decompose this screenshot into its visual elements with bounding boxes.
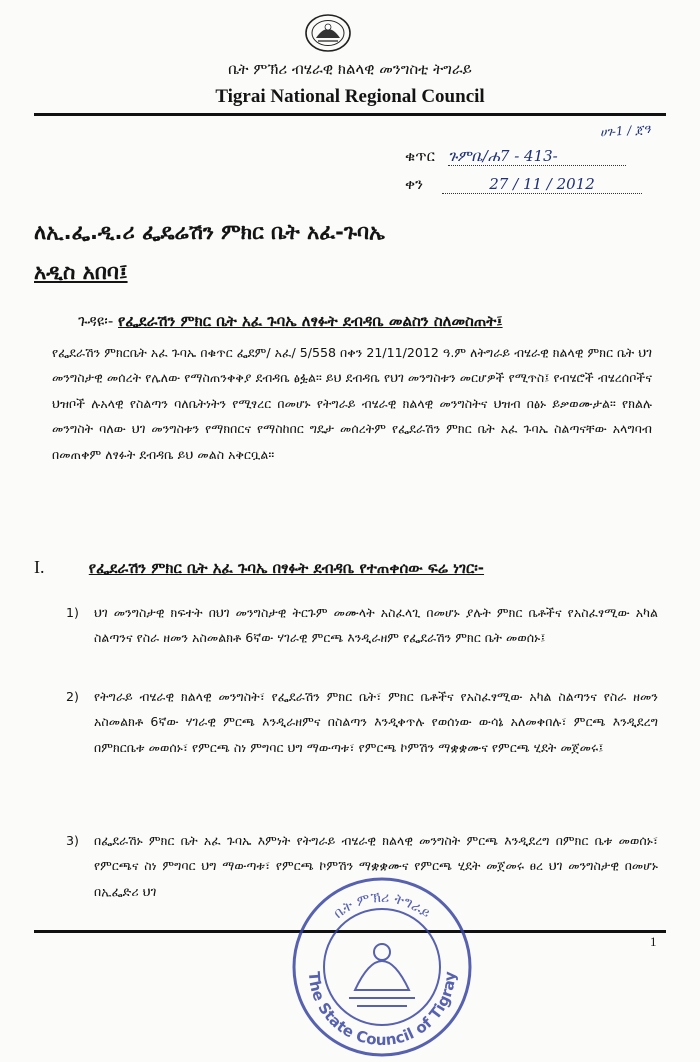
- list-item-text: የትግራይ ብሄራዊ ክልላዊ መንግስት፣ የፌደራሽን ምክር ቤት፣ ምክር ቤቶችና የአስፈፃሚው አካል ስልጣንና የስራ ዘመን አስመልክቶ 6ኛው ሃገራዊ ምርጫ እንዲራዘምና በስልጣን እንዲቀጥሉ የወሰነው ውሳኔ አለመቀበሉ፣ ምርጫ እንዲደረግ በምክርቤቱ መወሰኑ፣ የምርጫ ስነ ምግባር ህግ ማውጣቱ፣ የምርጫ ኮምሽን ማቋቋሙና የምርጫ ሂደት መጀመሩ፤: [94, 689, 658, 755]
- svg-text:The State Council of Tigray: The State Council of Tigray: [304, 970, 460, 1050]
- svg-text:ቤት ምኽሪ ትግራይ: ቤት ምኽሪ ትግራይ: [330, 889, 434, 922]
- reference-date-value: 27 / 11 / 2012: [442, 175, 642, 194]
- emblem-logo: [303, 12, 353, 54]
- reference-number-row: [405, 146, 626, 166]
- organization-name-english: Tigrai National Regional Council: [215, 86, 485, 107]
- subject-text: የፌደራሽን ምክር ቤት አፈ ጉባኤ ለፃፉት ደብዳቤ መልስን ስለመስጠት፤: [118, 312, 503, 330]
- section-number: I.: [34, 557, 45, 577]
- header-rule: [34, 113, 666, 116]
- page-number: 1: [650, 934, 657, 949]
- list-item-text: ህገ መንግስታዊ ክፍተት በህገ መንግስታዊ ትርጉም መሙላት አስፈላጊ በመሆኑ ያሉት ምክር ቤቶችና የአስፈፃሚው አካል ስልጣንና የስራ ዘመን አስመልክቶ 6ኛው ሃገራዊ ምርጫ እንዲራዘም የፌደራሽን ምክር ቤት መወሰኑ፤: [94, 605, 658, 646]
- list-item: [66, 684, 658, 760]
- list-item-text: በፌደራሽኑ ምክር ቤት አፈ ጉባኤ እምነት የትግራይ ብሄራዊ ክልላዊ መንግስት ምርጫ እንዲደረግ በምክር ቤቱ መወሰኑ፣ የምርጫና ስነ ምግባር ህግ ማውጣቱ፣ የምርጫ ኮምሽን ማቋቋሙና የምርጫ ሂደት መጀመሩ ፀረ ህገ መንግስታዊ በመሆኑ በኢፌድሪ ህገ: [94, 833, 658, 899]
- addressee-line-2: አዲስ አበባ፤: [34, 260, 128, 284]
- list-item-number: 2): [66, 689, 79, 704]
- official-seal-stamp: [287, 872, 477, 1062]
- organization-name-amharic: ቤት ምኽሪ ብሄራዊ ክልላዊ መንግስቲ ትግራይ: [228, 60, 472, 78]
- subject-label: ጉዳዩ፡-: [78, 312, 114, 330]
- handwritten-margin-note: ሀገ-1 / ጀዓ: [599, 121, 651, 140]
- addressee-line-1: ለኢ.ፌ.ዲ.ሪ ፌዴሬሽን ምክር ቤት አፈ-ጉባኤ: [34, 220, 385, 244]
- body-paragraph: የፌደራሽን ምክርቤት አፈ ጉባኤ በቁጥር ፌደም/ አፈ/ 5/558 በቀን 21/11/2012 ዓ.ም ለትግራይ ብሄራዊ ክልላዊ ምክር ቤት ህገ መንግስታዊ መሰረት የሌለው የማስጠንቀቅያ ደብዳቤ ፅፏል። ይህ ደብዳቤ የህገ መንግስቱን መርሆዎች የሚጥስ፤ የብሄሮች ብሄረሰቦችና ህዝቦች ሉአላዊ የስልጣን ባለቤትነትን የሚፃረር በመሆኑ የትግራይ ብሄራዊ ክልላዊ መንግስትና ህዝብ በፅኑ ይቃወሙታል። የክልሉ መንግስት ባለው ህገ መንግስቱን የማክበርና የማስከበር ግዴታ መሰረትም የፌደራሽን ምክር ቤት አፈ ጉባኤ ስልጣናቸው አላግባብ በመጠቀም ለፃፉት ደብዳቤ ይህ መልስ አቅርቧል።: [52, 345, 652, 462]
- section-title: የፌደራሽን ምክር ቤት አፈ ጉባኤ በፃፉት ደብዳቤ የተጠቀሰው ፍሬ ነገር፡-: [88, 559, 485, 577]
- subject-line: [78, 312, 668, 330]
- reference-number-label: ቁጥር: [405, 147, 435, 165]
- reference-date-row: [405, 174, 642, 194]
- reference-number-value: ጉምቤ/ሐ7 - 413-: [448, 147, 626, 166]
- reference-date-label: ቀን: [405, 175, 423, 193]
- list-item-number: 3): [66, 833, 79, 848]
- list-item: [66, 600, 658, 651]
- list-item-number: 1): [66, 605, 79, 620]
- section-heading: [34, 557, 674, 578]
